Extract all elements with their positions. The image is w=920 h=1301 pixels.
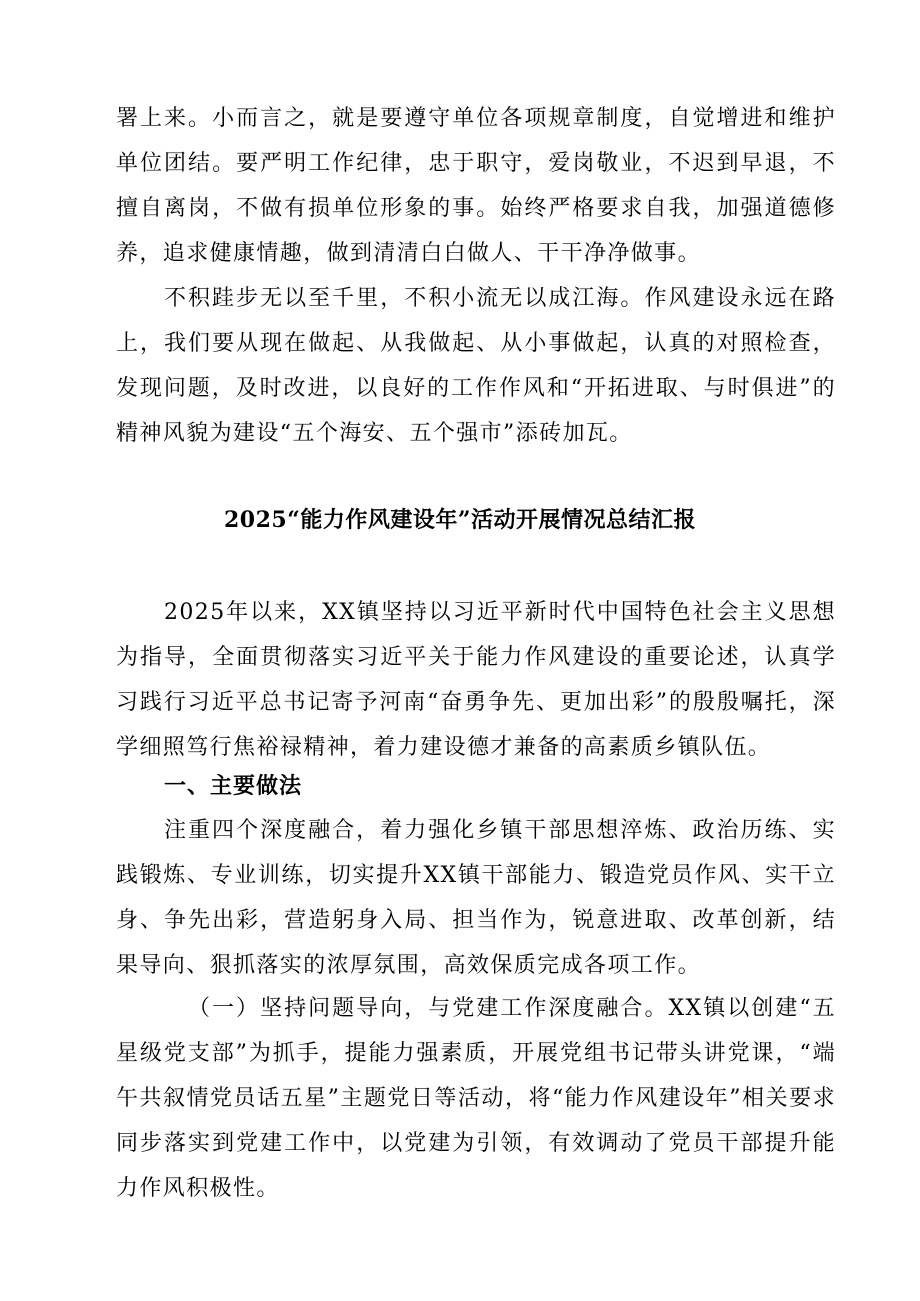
section-heading-main-practices: 一、主要做法 [164, 774, 303, 799]
paragraph-four-integrations: 注重四个深度融合，着力强化乡镇干部思想淬炼、政治历练、实践锻炼、专业训练，切实提升XX镇干部能力、锻造党员作风、实干立身、争先出彩，营造躬身入局、担当作为，锐意进取、改革创新，结果导向、狠抓落实的浓厚氛围，高效保质完成各项工作。 [116, 818, 836, 978]
paragraph-conduct-requirements: 署上来。小而言之，就是要遵守单位各项规章制度，自觉增进和维护单位团结。要严明工作纪律，忠于职守，爱岗敬业，不迟到早退，不擅自离岗，不做有损单位形象的事。始终严格要求自我，加强道德修养，追求健康情趣，做到清清白白做人、干干净净做事。 [116, 106, 836, 266]
paragraph-problem-orientation: （一）坚持问题导向，与党建工作深度融合。XX镇以创建“五星级党支部”为抓手，提能力强素质，开展党组书记带头讲党课，“端午共叙情党员话五星”主题党日等活动，将“能力作风建设年”相关要求同步落实到党建工作中，以党建为引领，有效调动了党员干部提升能力作风积极性。 [116, 996, 836, 1201]
paragraph-conclusion: 不积跬步无以至千里，不积小流无以成江海。作风建设永远在路上，我们要从现在做起、从我做起、从小事做起，认真的对照检查，发现问题，及时改进，以良好的工作作风和“开拓进取、与时俱进”的精神风貌为建设“五个海安、五个强市”添砖加瓦。 [116, 286, 836, 446]
document-title: 2025“能力作风建设年”活动开展情况总结汇报 [223, 507, 697, 533]
paragraph-intro: 2025年以来，XX镇坚持以习近平新时代中国特色社会主义思想为指导，全面贯彻落实习近平关于能力作风建设的重要论述，认真学习践行习近平总书记寄予河南“奋勇争先、更加出彩”的殷殷嘱托，深学细照笃行焦裕禄精神，着力建设德才兼备的高素质乡镇队伍。 [116, 600, 836, 760]
